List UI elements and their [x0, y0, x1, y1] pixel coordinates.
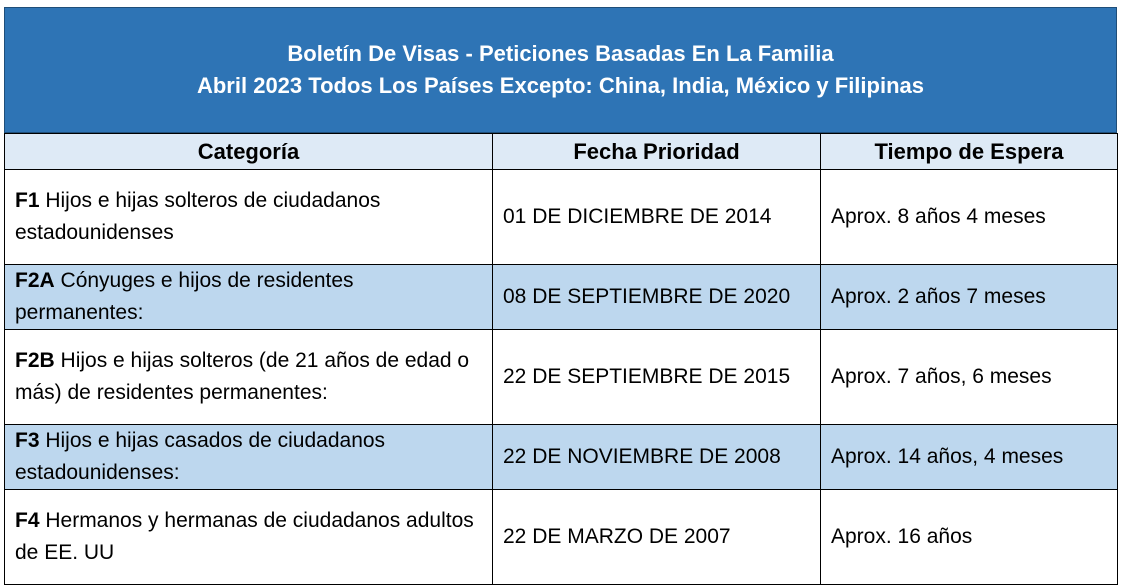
visa-bulletin-table [4, 133, 1118, 585]
category-cell [5, 330, 493, 425]
category-code: F1 [15, 189, 40, 212]
priority-date-cell: 22 DE NOVIEMBRE DE 2008 [493, 425, 821, 490]
bulletin-banner [4, 7, 1117, 133]
column-header-wait-time: Tiempo de Espera [821, 134, 1118, 170]
table-row [5, 490, 1118, 585]
category-code: F2A [15, 269, 55, 292]
priority-date-cell: 22 DE SEPTIEMBRE DE 2015 [493, 330, 821, 425]
priority-date-cell: 01 DE DICIEMBRE DE 2014 [493, 170, 821, 265]
wait-time-cell: Aprox. 16 años [821, 490, 1118, 585]
category-code: F2B [15, 349, 55, 372]
visa-bulletin-table-container [4, 7, 1117, 585]
table-header-row [5, 134, 1118, 170]
category-cell [5, 490, 493, 585]
category-description: Hijos e hijas casados de ciudadanos estadounidenses: [15, 429, 386, 484]
category-cell [5, 265, 493, 330]
category-code: F3 [15, 429, 40, 452]
category-cell [5, 425, 493, 490]
wait-time-cell: Aprox. 14 años, 4 meses [821, 425, 1118, 490]
priority-date-cell: 08 DE SEPTIEMBRE DE 2020 [493, 265, 821, 330]
banner-title: Boletín De Visas - Peticiones Basadas En La Familia [287, 41, 834, 66]
column-header-priority-date: Fecha Prioridad [493, 134, 821, 170]
table-row [5, 265, 1118, 330]
category-cell [5, 170, 493, 265]
category-description: Hermanos y hermanas de ciudadanos adultos de EE. UU [15, 509, 474, 564]
table-row [5, 330, 1118, 425]
category-description: Cónyuges e hijos de residentes permanentes: [15, 269, 354, 324]
wait-time-cell: Aprox. 2 años 7 meses [821, 265, 1118, 330]
column-header-category: Categoría [5, 134, 493, 170]
category-code: F4 [15, 509, 40, 532]
priority-date-cell: 22 DE MARZO DE 2007 [493, 490, 821, 585]
table-row [5, 425, 1118, 490]
category-description: Hijos e hijas solteros (de 21 años de edad o más) de residentes permanentes: [15, 349, 470, 404]
wait-time-cell: Aprox. 7 años, 6 meses [821, 330, 1118, 425]
banner-subtitle: Abril 2023 Todos Los Países Excepto: China, India, México y Filipinas [196, 73, 924, 98]
category-description: Hijos e hijas solteros de ciudadanos estadounidenses [15, 189, 381, 244]
table-row [5, 170, 1118, 265]
wait-time-cell: Aprox. 8 años 4 meses [821, 170, 1118, 265]
